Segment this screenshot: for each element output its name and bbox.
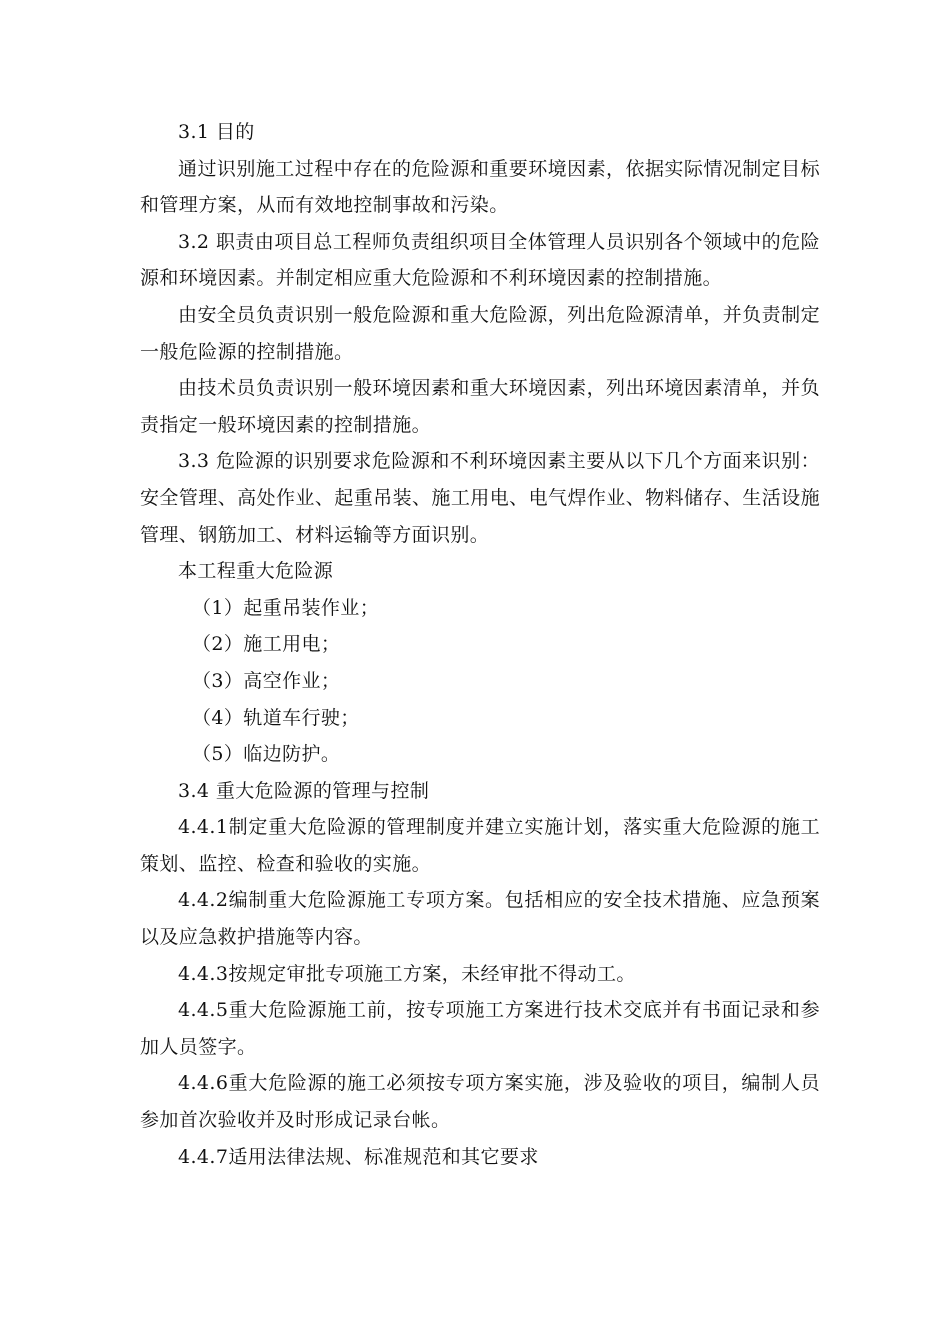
paragraph-4-4-2: 4.4.2编制重大危险源施工专项方案。包括相应的安全技术措施、应急预案以及应急救护措施等内容。 <box>140 889 820 949</box>
paragraph-safety-officer: 由安全员负责识别一般危险源和重大危险源，列出危险源清单，并负责制定一般危险源的控制措施。 <box>140 303 820 363</box>
list-item: （5）临边防护。 <box>192 743 341 766</box>
list-item: （4）轨道车行驶； <box>192 706 360 729</box>
document-body <box>140 114 820 1175</box>
paragraph-4-4-6: 4.4.6重大危险源的施工必须按专项方案实施，涉及验收的项目，编制人员参加首次验收并及时形成记录台帐。 <box>140 1072 820 1132</box>
paragraph-4-4-5: 4.4.5重大危险源施工前，按专项施工方案进行技术交底并有书面记录和参加人员签字。 <box>140 999 820 1058</box>
list-item: （3）高空作业； <box>192 669 341 692</box>
list-item: （1）起重吊装作业； <box>192 596 380 619</box>
paragraph-4-4-7: 4.4.7适用法律法规、标准规范和其它要求 <box>178 1145 539 1168</box>
paragraph-purpose: 通过识别施工过程中存在的危险源和重要环境因素，依据实际情况制定目标和管理方案，从而有效地控制事故和污染。 <box>140 157 820 217</box>
heading-3-4-management: 3.4 重大危险源的管理与控制 <box>178 779 430 802</box>
list-item: （2）施工用电； <box>192 633 341 656</box>
heading-3-1-purpose: 3.1 目的 <box>178 121 255 143</box>
paragraph-technician: 由技术员负责识别一般环境因素和重大环境因素，列出环境因素清单，并负责指定一般环境因素的控制措施。 <box>140 377 820 436</box>
paragraph-major-hazards-title: 本工程重大危险源 <box>178 560 334 583</box>
paragraph-4-4-1: 4.4.1制定重大危险源的管理制度并建立实施计划，落实重大危险源的施工策划、监控、检查和验收的实施。 <box>140 816 820 875</box>
paragraph-3-2-responsibilities: 3.2 职责由项目总工程师负责组织项目全体管理人员识别各个领域中的危险源和环境因素。并制定相应重大危险源和不利环境因素的控制措施。 <box>140 230 820 290</box>
paragraph-4-4-3: 4.4.3按规定审批专项施工方案，未经审批不得动工。 <box>178 962 636 985</box>
paragraph-3-3-identification: 3.3 危险源的识别要求危险源和不利环境因素主要从以下几个方面来识别：安全管理、高处作业、起重吊装、施工用电、电气焊作业、物料储存、生活设施管理、钢筋加工、材料运输等方面识别。 <box>140 450 820 546</box>
